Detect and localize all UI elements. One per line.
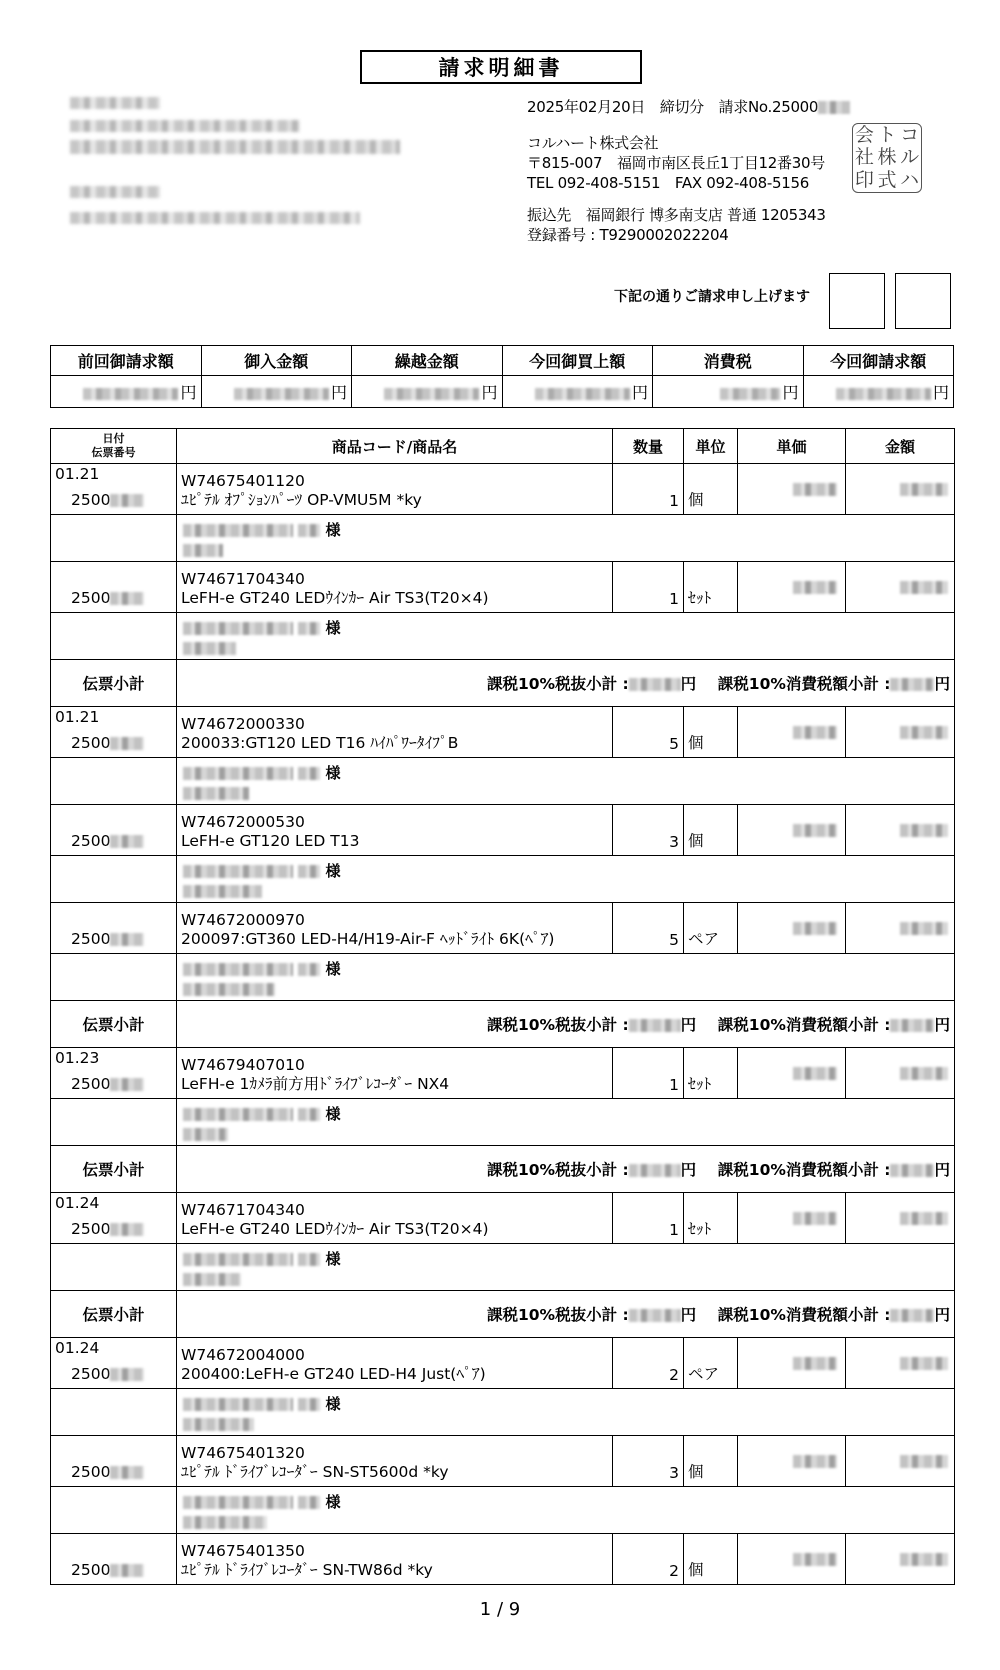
unit-price [738,707,846,758]
redacted-recipient-line-3 [70,140,400,154]
unit: ペア [684,1338,738,1389]
redacted-customer [183,767,293,780]
redacted-amount [836,388,931,400]
redacted-slip-suffix [110,835,144,848]
customer-cell [177,954,955,1001]
document-title: 請求明細書 [360,50,642,84]
redacted-amount [900,922,948,935]
redacted-customer [183,622,293,635]
redacted-price [793,1212,837,1225]
unit: 個 [684,805,738,856]
redacted-tax [890,1164,934,1177]
subtotal-values: 課税10%税抜小計 : 円 課税10%消費税額小計 : 円 [177,1001,955,1048]
product-name: LeFH-e GT120 LED T13 [181,832,360,850]
summary-value: 円 [502,376,653,408]
redacted-recipient-line-4 [70,186,160,198]
quantity: 1 [613,464,684,515]
slip-number: 2500 [71,734,144,752]
customer-cell [177,1487,955,1534]
redacted-customer [298,767,320,780]
line-amount [846,707,955,758]
item-row [51,562,955,613]
customer-cell [177,1389,955,1436]
date-slip-cell [51,1048,177,1099]
customer-cell [177,758,955,805]
item-date: 01.21 [55,465,100,483]
page-number: 1 / 9 [479,1599,521,1620]
summary-header: 前回御請求額 [51,346,202,376]
unit-price [738,1193,846,1244]
subtotal-label: 伝票小計 [51,1291,177,1338]
redacted-customer [183,1253,293,1266]
empty-cell [51,1099,177,1146]
item-row [51,1193,955,1244]
line-amount [846,464,955,515]
product-name: 200400:LeFH-e GT240 LED-H4 Just(ﾍﾟｱ) [181,1365,486,1383]
customer-detail [183,1513,267,1531]
redacted-slip-suffix [110,494,144,507]
customer-cell [177,515,955,562]
product-code: W74675401320 [181,1444,305,1462]
taxable-subtotal-label: 課税10%税抜小計 : [486,1306,629,1324]
subtotal-values: 課税10%税抜小計 : 円 課税10%消費税額小計 : 円 [177,1146,955,1193]
slip-number: 2500 [71,1075,144,1093]
redacted-subtotal [629,1019,681,1032]
billing-notice: 下記の通りご請求申し上げます [614,289,810,305]
product-name: LeFH-e 1ｶﾒﾗ前方用ﾄﾞﾗｲﾌﾞﾚｺｰﾀﾞｰ NX4 [181,1075,450,1093]
date-slip-cell [51,1193,177,1244]
taxable-subtotal-label: 課税10%税抜小計 : [486,1161,629,1179]
product-code: W74679407010 [181,1056,305,1074]
customer-cell [177,613,955,660]
unit-price [738,562,846,613]
unit-price [738,1338,846,1389]
item-row [51,1048,955,1099]
redacted-subtotal [629,1309,681,1322]
redacted-slip-suffix [110,592,144,605]
customer-detail [183,980,275,998]
redacted-slip-suffix [110,1223,144,1236]
empty-cell [51,954,177,1001]
summary-value: 円 [201,376,352,408]
redacted-amount [720,388,780,400]
company-seal: 会 ト コ 社 株 ル 印 式 ハ [852,123,922,193]
redacted-customer [298,1496,320,1509]
customer-name: 様 [183,1393,340,1414]
unit-price [738,1534,846,1585]
redacted-subtotal [629,1164,681,1177]
quantity: 1 [613,1048,684,1099]
empty-cell [51,856,177,903]
customer-detail [183,1270,241,1288]
product-cell [177,1193,613,1244]
redacted-price [793,1067,837,1080]
qty-header: 数量 [613,429,684,464]
redacted-slip-suffix [110,737,144,750]
redacted-price [793,1455,837,1468]
redacted-customer [298,1253,320,1266]
subtotal-row [51,1146,955,1193]
redacted-amount [900,726,948,739]
product-cell [177,1338,613,1389]
product-name: 200097:GT360 LED-H4/H19-Air-F ﾍｯﾄﾞﾗｲﾄ 6K(ﾍﾟｱ) [181,930,555,948]
product-name: ﾕﾋﾟﾃﾙ ﾄﾞﾗｲﾌﾞﾚｺｰﾀﾞｰ SN-ST5600d *ky [181,1463,449,1481]
redacted-customer [183,963,293,976]
subtotal-label: 伝票小計 [51,660,177,707]
redacted-amount [900,1067,948,1080]
date-slip-cell [51,562,177,613]
unit-price [738,1048,846,1099]
redacted-amount [535,388,630,400]
quantity: 2 [613,1534,684,1585]
product-code: W74675401350 [181,1542,305,1560]
subtotal-row [51,1001,955,1048]
slip-number: 2500 [71,1365,144,1383]
customer-row [51,1487,955,1534]
redacted-customer-detail [183,1516,267,1529]
slip-number: 2500 [71,1220,144,1238]
empty-cell [51,515,177,562]
item-row [51,1338,955,1389]
line-amount [846,1193,955,1244]
subtotal-values: 課税10%税抜小計 : 円 課税10%消費税額小計 : 円 [177,1291,955,1338]
product-name: ﾕﾋﾟﾃﾙ ｵﾌﾟｼｮﾝﾊﾟｰﾂ OP-VMU5M *ky [181,491,422,509]
quantity: 1 [613,1193,684,1244]
redacted-amount [83,388,178,400]
item-date: 01.21 [55,708,100,726]
product-code: W74671704340 [181,570,305,588]
product-cell [177,1048,613,1099]
billing-date-text: 2025年02月20日 締切分 請求No.25000 [527,98,819,116]
product-name: LeFH-e GT240 LEDｳｲﾝｶｰ Air TS3(T20×4) [181,589,489,607]
redacted-recipient-line-2 [70,120,300,132]
redacted-customer [298,963,320,976]
unit-price [738,464,846,515]
date-slip-cell [51,707,177,758]
subtotal-label: 伝票小計 [51,1001,177,1048]
redacted-customer [298,524,320,537]
date-slip-cell [51,464,177,515]
unit-header: 単位 [684,429,738,464]
item-date: 01.23 [55,1049,100,1067]
customer-detail [183,882,262,900]
customer-row [51,1244,955,1291]
redacted-customer-detail [183,1273,241,1286]
date-slip-cell [51,903,177,954]
item-row [51,805,955,856]
summary-value: 円 [653,376,804,408]
redacted-customer [298,1108,320,1121]
redacted-amount [384,388,479,400]
redacted-customer [183,524,293,537]
customer-row [51,515,955,562]
line-amount [846,903,955,954]
customer-detail [183,639,236,657]
quantity: 5 [613,903,684,954]
redacted-amount [900,1553,948,1566]
registration-number: 登録番号 : T9290002022204 [527,226,729,244]
bank-info: 振込先 福岡銀行 博多南支店 普通 1205343 [527,206,826,224]
unit: 個 [684,707,738,758]
company-name: コルハート株式会社 [527,134,659,152]
slip-number: 2500 [71,930,144,948]
customer-name: 様 [183,1103,340,1124]
customer-detail [183,1415,254,1433]
redacted-slip-suffix [110,1564,144,1577]
redacted-price [793,1553,837,1566]
billing-date-line [527,96,850,117]
redacted-amount [900,581,948,594]
redacted-customer [183,1496,293,1509]
redacted-amount [900,1455,948,1468]
redacted-recipient-line-1 [70,97,160,109]
tax-subtotal-label: 課税10%消費税額小計 : [717,675,891,693]
unit: ｾｯﾄ [684,562,738,613]
redacted-tax [890,1309,934,1322]
unit-price [738,805,846,856]
quantity: 2 [613,1338,684,1389]
product-code: W74672000970 [181,911,305,929]
redacted-slip-suffix [110,933,144,946]
customer-name: 様 [183,519,340,540]
summary-header: 御入金額 [201,346,352,376]
customer-cell [177,1099,955,1146]
product-cell [177,805,613,856]
redacted-customer-detail [183,787,249,800]
product-cell [177,1436,613,1487]
redacted-customer-detail [183,642,236,655]
line-amount [846,805,955,856]
redacted-recipient-line-5 [70,212,360,224]
customer-row [51,758,955,805]
product-name: LeFH-e GT240 LEDｳｲﾝｶｰ Air TS3(T20×4) [181,1220,489,1238]
amount-header: 金額 [846,429,955,464]
customer-row [51,1099,955,1146]
redacted-tax [890,1019,934,1032]
tax-subtotal-label: 課税10%消費税額小計 : [717,1016,891,1034]
redacted-amount [900,1357,948,1370]
slip-number: 2500 [71,1561,144,1579]
product-code: W74672004000 [181,1346,305,1364]
redacted-customer-detail [183,1418,254,1431]
product-code: W74672000330 [181,715,305,733]
redacted-customer [298,1398,320,1411]
unit: ペア [684,903,738,954]
unit: 個 [684,464,738,515]
company-address: 〒815-007 福岡市南区長丘1丁目12番30号 [527,154,825,172]
customer-name: 様 [183,762,340,783]
line-amount [846,1338,955,1389]
empty-cell [51,613,177,660]
subtotal-row [51,660,955,707]
unit: 個 [684,1534,738,1585]
redacted-price [793,581,837,594]
redacted-customer [183,1108,293,1121]
empty-cell [51,758,177,805]
approval-box-1 [829,273,885,329]
redacted-invoice-no [818,101,850,114]
product-code: W74675401120 [181,472,305,490]
price-header: 単価 [738,429,846,464]
unit-price [738,903,846,954]
slip-number: 2500 [71,589,144,607]
redacted-customer-detail [183,885,262,898]
customer-row [51,856,955,903]
summary-value: 円 [51,376,202,408]
redacted-amount [234,388,329,400]
customer-row [51,1389,955,1436]
slip-header: 伝票番号 [91,446,136,459]
quantity: 3 [613,1436,684,1487]
product-cell [177,464,613,515]
customer-cell [177,856,955,903]
date-slip-cell [51,1436,177,1487]
redacted-amount [900,824,948,837]
date-slip-cell [51,805,177,856]
customer-name: 様 [183,1248,340,1269]
detail-table [50,428,955,1585]
product-cell [177,707,613,758]
unit: 個 [684,1436,738,1487]
unit: ｾｯﾄ [684,1048,738,1099]
redacted-customer [183,1398,293,1411]
redacted-subtotal [629,678,681,691]
taxable-subtotal-label: 課税10%税抜小計 : [486,1016,629,1034]
subtotal-values: 課税10%税抜小計 : 円 課税10%消費税額小計 : 円 [177,660,955,707]
summary-value: 円 [803,376,954,408]
redacted-price [793,726,837,739]
date-slip-cell [51,1534,177,1585]
empty-cell [51,1244,177,1291]
summary-header: 消費税 [653,346,804,376]
customer-detail [183,541,223,559]
tax-subtotal-label: 課税10%消費税額小計 : [717,1306,891,1324]
product-cell [177,903,613,954]
quantity: 5 [613,707,684,758]
summary-value: 円 [352,376,503,408]
item-row [51,1534,955,1585]
line-amount [846,1534,955,1585]
slip-number: 2500 [71,832,144,850]
redacted-amount [900,1212,948,1225]
date-header: 日付 [102,432,125,445]
slip-number: 2500 [71,491,144,509]
item-date: 01.24 [55,1339,100,1357]
item-row [51,1436,955,1487]
empty-cell [51,1487,177,1534]
product-code: W74672000530 [181,813,305,831]
line-amount [846,1436,955,1487]
customer-name: 様 [183,617,340,638]
summary-header: 今回御買上額 [502,346,653,376]
customer-name: 様 [183,1491,340,1512]
slip-number: 2500 [71,1463,144,1481]
quantity: 3 [613,805,684,856]
redacted-customer [183,865,293,878]
unit-price [738,1436,846,1487]
customer-name: 様 [183,860,340,881]
redacted-customer-detail [183,1128,228,1141]
line-amount [846,1048,955,1099]
redacted-customer-detail [183,544,223,557]
item-date: 01.24 [55,1194,100,1212]
summary-header: 今回御請求額 [803,346,954,376]
redacted-price [793,1357,837,1370]
item-row [51,903,955,954]
product-name: ﾕﾋﾟﾃﾙ ﾄﾞﾗｲﾌﾞﾚｺｰﾀﾞｰ SN-TW86d *ky [181,1561,433,1579]
redacted-customer [298,865,320,878]
subtotal-label: 伝票小計 [51,1146,177,1193]
empty-cell [51,1389,177,1436]
product-code: W74671704340 [181,1201,305,1219]
redacted-tax [890,678,934,691]
date-slip-cell [51,1338,177,1389]
summary-table [50,345,954,408]
redacted-slip-suffix [110,1368,144,1381]
redacted-customer [298,622,320,635]
approval-box-2 [895,273,951,329]
redacted-price [793,483,837,496]
taxable-subtotal-label: 課税10%税抜小計 : [486,675,629,693]
customer-row [51,613,955,660]
redacted-price [793,922,837,935]
redacted-amount [900,483,948,496]
tax-subtotal-label: 課税10%消費税額小計 : [717,1161,891,1179]
redacted-slip-suffix [110,1466,144,1479]
unit: ｾｯﾄ [684,1193,738,1244]
quantity: 1 [613,562,684,613]
line-amount [846,562,955,613]
company-phone: TEL 092-408-5151 FAX 092-408-5156 [527,174,809,192]
item-row [51,464,955,515]
customer-row [51,954,955,1001]
redacted-price [793,824,837,837]
date-slip-header [51,429,177,464]
customer-cell [177,1244,955,1291]
customer-detail [183,784,249,802]
subtotal-row [51,1291,955,1338]
redacted-customer-detail [183,983,275,996]
customer-detail [183,1125,228,1143]
redacted-slip-suffix [110,1078,144,1091]
customer-name: 様 [183,958,340,979]
item-row [51,707,955,758]
product-name: 200033:GT120 LED T16 ﾊｲﾊﾟﾜｰﾀｲﾌﾟB [181,734,459,752]
product-cell [177,562,613,613]
summary-header: 繰越金額 [352,346,503,376]
product-header: 商品コード/商品名 [177,429,613,464]
product-cell [177,1534,613,1585]
